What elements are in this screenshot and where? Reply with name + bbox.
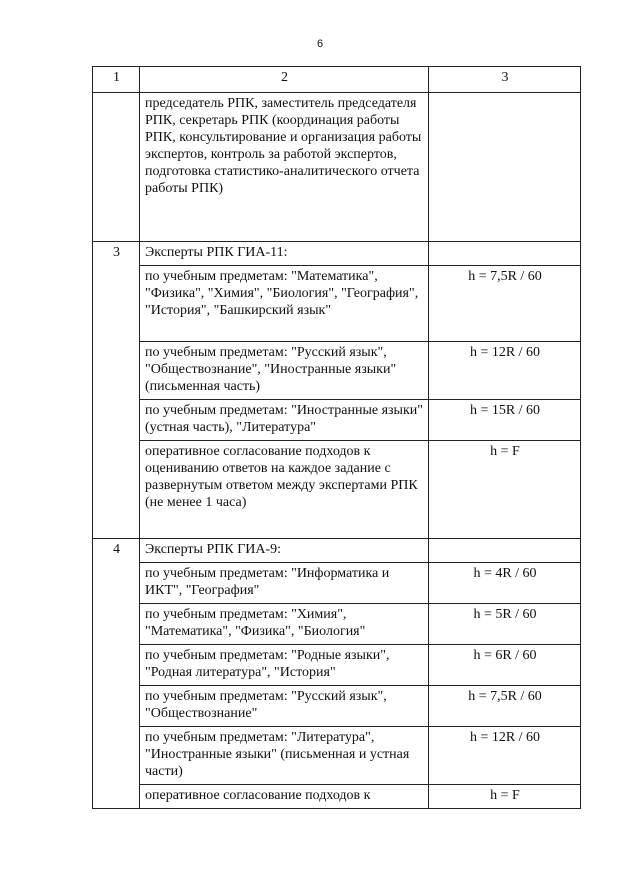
table-row [93, 441, 581, 539]
table-row [93, 563, 581, 604]
page-number: 6 [316, 38, 324, 50]
table-row [93, 645, 581, 686]
subject-cell: по учебным предметам: "Родные языки", "Родная литература", "История" [140, 645, 429, 686]
subject-cell: по учебным предметам: "Иностранные языки" (устная часть), "Литература" [140, 400, 429, 441]
subject-cell: по учебным предметам: "Математика", "Физика", "Химия", "Биология", "География", "История", "Башкирский язык" [140, 266, 429, 342]
subject-cell: оперативное согласование подходов к оцениванию ответов на каждое задание с развернутым ответом между экспертами РПК (не менее 1 часа) [140, 441, 429, 539]
formula-cell: h = 6R / 60 [429, 645, 581, 686]
section-3-title-row [93, 242, 581, 266]
table-row [93, 266, 581, 342]
subject-cell: по учебным предметам: "Литература", "Иностранные языки" (письменная и устная части) [140, 727, 429, 785]
subject-cell: оперативное согласование подходов к [140, 785, 429, 809]
section-title: Эксперты РПК ГИА-9: [140, 539, 429, 563]
formula-cell: h = 15R / 60 [429, 400, 581, 441]
norms-table [92, 66, 581, 809]
section-number: 3 [93, 242, 140, 539]
formula-cell: h = F [429, 785, 581, 809]
table-row [93, 400, 581, 441]
table-row [93, 727, 581, 785]
subject-cell: по учебным предметам: "Русский язык", "Обществознание" [140, 686, 429, 727]
header-col-3: 3 [429, 67, 581, 93]
section-number: 4 [93, 539, 140, 809]
table-row [93, 604, 581, 645]
subject-cell: по учебным предметам: "Химия", "Математика", "Физика", "Биология" [140, 604, 429, 645]
subject-cell: по учебным предметам: "Информатика и ИКТ", "География" [140, 563, 429, 604]
header-col-2: 2 [140, 67, 429, 93]
formula-cell: h = 4R / 60 [429, 563, 581, 604]
subject-cell: по учебным предметам: "Русский язык", "Обществознание", "Иностранные языки" (письменная часть) [140, 342, 429, 400]
intro-text: председатель РПК, заместитель председателя РПК, секретарь РПК (координация работы РПК, консультирование и организация работы экспертов, контроль за работой экспертов, подготовка статистико-аналитического отчета работы РПК) [140, 93, 429, 242]
formula-cell: h = 12R / 60 [429, 342, 581, 400]
section-title: Эксперты РПК ГИА-11: [140, 242, 429, 266]
formula-cell: h = 7,5R / 60 [429, 686, 581, 727]
table-row [93, 686, 581, 727]
table-row [93, 342, 581, 400]
formula-cell: h = 12R / 60 [429, 727, 581, 785]
formula-cell: h = 7,5R / 60 [429, 266, 581, 342]
header-col-1: 1 [93, 67, 140, 93]
table-row [93, 93, 581, 242]
formula-cell: h = 5R / 60 [429, 604, 581, 645]
section-4-title-row [93, 539, 581, 563]
table-row [93, 785, 581, 809]
table-header-row [93, 67, 581, 93]
formula-cell: h = F [429, 441, 581, 539]
